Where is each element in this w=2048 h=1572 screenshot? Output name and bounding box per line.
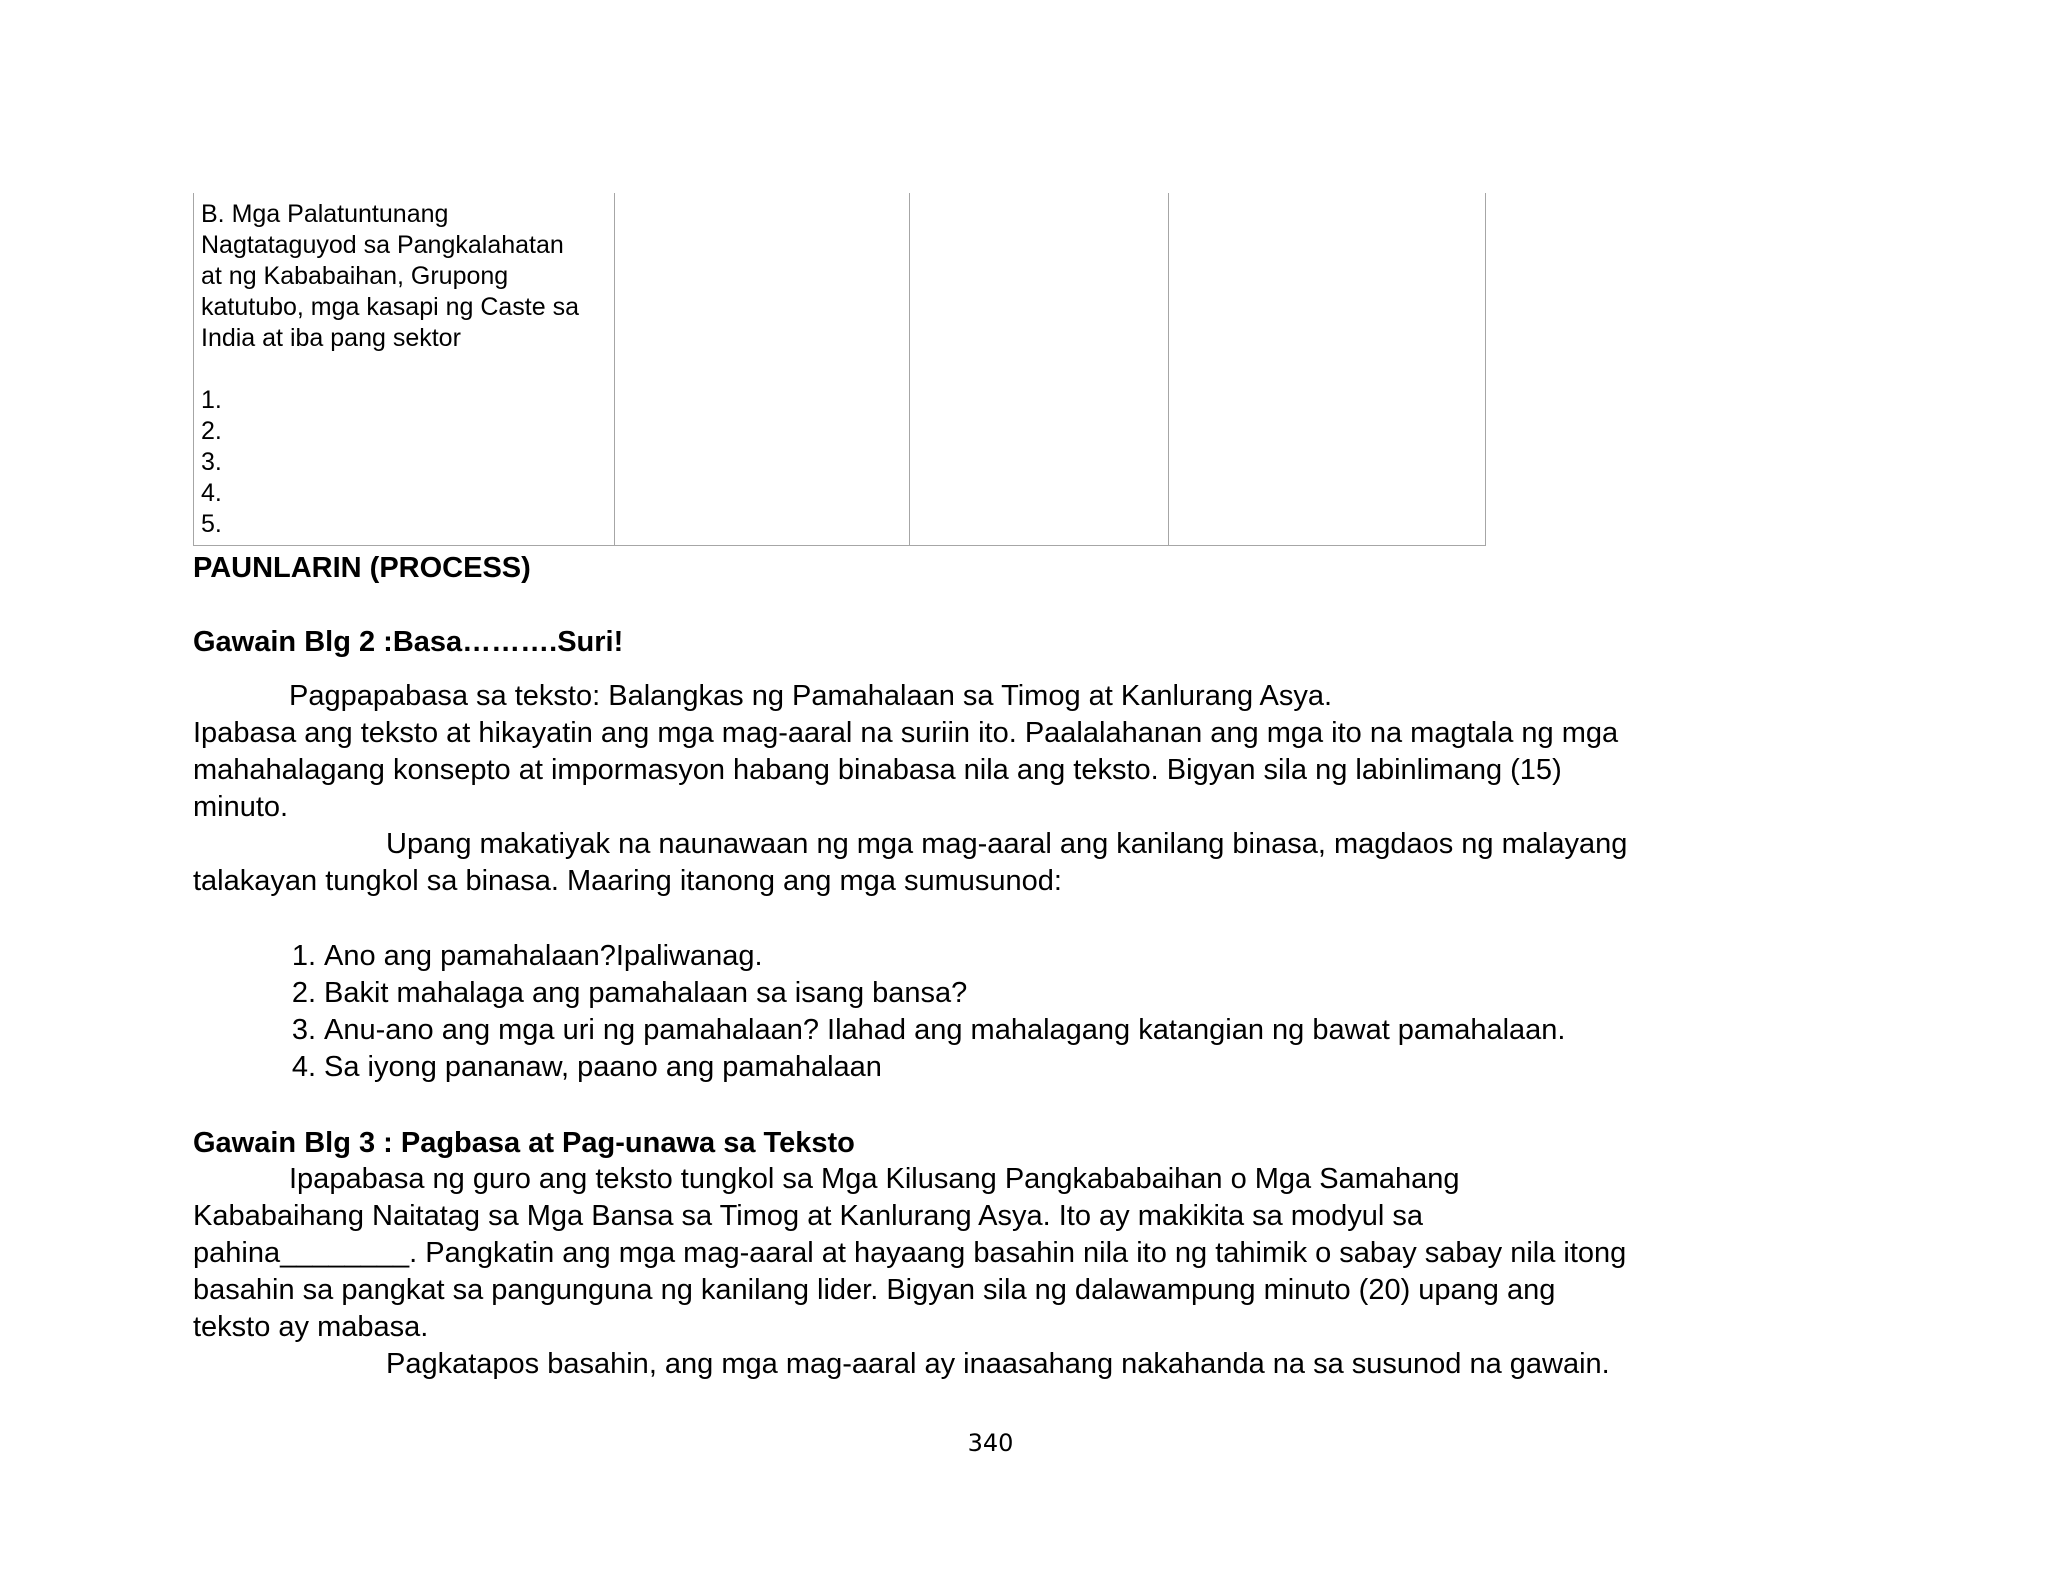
gawain3-para1-line: basahin sa pangkat sa pangunguna ng kanilang lider. Bigyan sila ng dalawampung minuto (20) upang ang	[193, 1274, 1556, 1306]
list-item-number: 1.	[291, 940, 316, 972]
table-cell-empty	[615, 193, 910, 546]
table-cell-empty	[910, 193, 1169, 546]
gawain2-para1-line: Ipabasa ang teksto at hikayatin ang mga mag-aaral na suriin ito. Paalalahanan ang mga ito na magtala ng mga	[193, 717, 1619, 749]
gawain3-para1-line: Kababaihang Naitatag sa Mga Bansa sa Timog at Kanlurang Asya. Ito ay makikita sa modyul sa	[193, 1200, 1423, 1232]
cell-number: 3.	[201, 448, 222, 476]
table-cell-program	[194, 193, 615, 546]
gawain3-para1-line: teksto ay mabasa.	[193, 1311, 429, 1343]
cell-number: 4.	[201, 479, 222, 507]
gawain3-para1-line: pahina________. Pangkatin ang mga mag-aaral at hayaang basahin nila ito ng tahimik o sabay sabay nila itong	[193, 1237, 1627, 1269]
gawain3-para1-line: Ipapabasa ng guro ang teksto tungkol sa Mga Kilusang Pangkababaihan o Mga Samahang	[289, 1163, 1460, 1195]
gawain2-para1-line: Pagpapabasa sa teksto: Balangkas ng Pamahalaan sa Timog at Kanlurang Asya.	[289, 680, 1333, 712]
gawain2-title: Gawain Blg 2 :Basa……….Suri!	[193, 626, 624, 658]
list-item-text: Sa iyong pananaw, paano ang pamahalaan	[324, 1051, 882, 1083]
cell-number: 2.	[201, 417, 222, 445]
page-number: 340	[967, 1429, 1014, 1457]
cell-spacer	[201, 354, 614, 385]
cell-heading-line: India at iba pang sektor	[201, 324, 461, 352]
table-cell-empty	[1169, 193, 1486, 546]
section-title: PAUNLARIN (PROCESS)	[193, 552, 531, 584]
gawain3-title: Gawain Blg 3 : Pagbasa at Pag-unawa sa Teksto	[193, 1127, 855, 1159]
cell-number: 1.	[201, 386, 222, 414]
gawain3-para2-line: Pagkatapos basahin, ang mga mag-aaral ay inaasahang nakahanda na sa susunod na gawain.	[386, 1348, 1610, 1380]
gawain2-para1-line: mahahalagang konsepto at impormasyon habang binabasa nila ang teksto. Bigyan sila ng labinlimang (15)	[193, 754, 1562, 786]
table-row	[194, 193, 1486, 546]
list-item-number: 4.	[291, 1051, 316, 1083]
list-item-number: 2.	[291, 977, 316, 1009]
gawain2-para2-line: talakayan tungkol sa binasa. Maaring itanong ang mga sumusunod:	[193, 865, 1062, 897]
list-item-text: Bakit mahalaga ang pamahalaan sa isang bansa?	[324, 977, 968, 1009]
cell-heading-line: katutubo, mga kasapi ng Caste sa	[201, 293, 580, 321]
cell-heading-line: B. Mga Palatuntunang	[201, 200, 449, 228]
cell-heading-line: at ng Kababaihan, Grupong	[201, 262, 509, 290]
list-item-number: 3.	[291, 1014, 316, 1046]
activity-table	[193, 193, 1486, 546]
cell-number: 5.	[201, 510, 222, 538]
cell-heading-line: Nagtataguyod sa Pangkalahatan	[201, 231, 564, 259]
list-item-text: Ano ang pamahalaan?Ipaliwanag.	[324, 940, 763, 972]
list-item-text: Anu-ano ang mga uri ng pamahalaan? Ilahad ang mahalagang katangian ng bawat pamahalaan.	[324, 1014, 1566, 1046]
gawain2-para2-line: Upang makatiyak na naunawaan ng mga mag-aaral ang kanilang binasa, magdaos ng malayang	[386, 828, 1628, 860]
gawain2-para1-line: minuto.	[193, 791, 289, 823]
cell-program-text	[194, 193, 614, 540]
